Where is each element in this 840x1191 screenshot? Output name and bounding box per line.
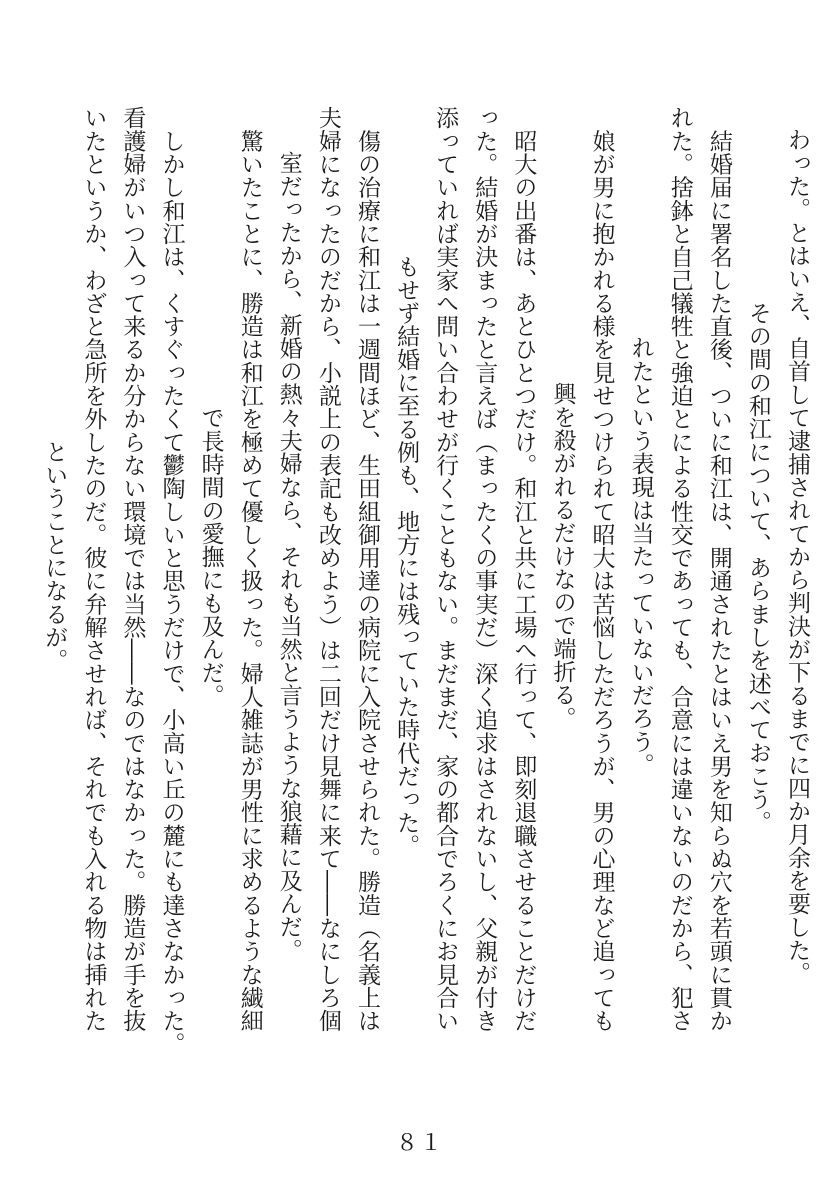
text-column: れた。捨鉢と自己犠牲と強迫とによる性交であっても、合意には違いないのだから、犯さ: [666, 106, 693, 1032]
text-column: ということになるが。: [41, 440, 68, 672]
text-column: 結婚届に署名した直後、ついに和江は、開通されたとはいえ男を知らぬ穴を若頭に貫か: [705, 106, 732, 1032]
text-column: 室だったから、新婚の熱々夫婦なら、それも当然と言うような狼藉に及んだ。: [275, 150, 302, 962]
text-column: 昭大の出番は、あとひとつだけ。和江と共に工場へ行って、即刻退職させることだけだ: [510, 106, 537, 1032]
text-column: で長時間の愛撫にも及んだ。: [197, 405, 224, 707]
text-column: いたというか、わざと急所を外したのだ。彼に弁解させれば、それでも入れる物は挿れた: [80, 106, 107, 1032]
text-column: 看護婦がいつ入って来るか分からない環境では当然――なのではなかった。勝造が手を抜: [119, 106, 146, 1032]
page-number: ８１: [395, 1131, 444, 1156]
text-column: もせず結婚に至る例も、地方には残っていた時代だった。: [393, 255, 420, 857]
text-column: 驚いたことに、勝造は和江を極めて優しく扱った。婦人雑誌が男性に求めるような繊細: [236, 106, 263, 1032]
text-column: 娘が男に抱かれる様を見せつけられて昭大は苦悩しただろうが、男の心理など追っても: [588, 106, 615, 1032]
text-column: 傷の治療に和江は一週間ほど、生田組御用達の病院に入院させられた。勝造（名義上は: [353, 106, 380, 1032]
text-column: 夫婦になったのだから、小説上の表記も改めよう）は二回だけ見舞に来て――なにしろ個: [314, 106, 341, 1032]
text-column: 興を殺がれるだけなので端折る。: [549, 382, 576, 730]
text-column: その間の和江について、あらましを述べておこう。: [744, 278, 771, 834]
text-column: わった。とはいえ、自首して逮捕されてから判決が下るまでに四か月余を要した。: [784, 127, 810, 985]
text-column: った。結婚が決まったと言えば（まったくの事実だ）深く追求はされないし、父親が付き: [471, 106, 498, 1032]
text-column: しかし和江は、くすぐったくて鬱陶しいと思うだけで、小高い丘の麓にも達さなかった。: [158, 106, 185, 1056]
vertical-text-body: [26, 106, 816, 1056]
text-column: 添っていれば実家へ問い合わせが行くこともない。まだまだ、家の都合でろくにお見合い: [432, 106, 459, 1032]
text-column: れたという表現は当たっていないだろう。: [627, 336, 654, 776]
